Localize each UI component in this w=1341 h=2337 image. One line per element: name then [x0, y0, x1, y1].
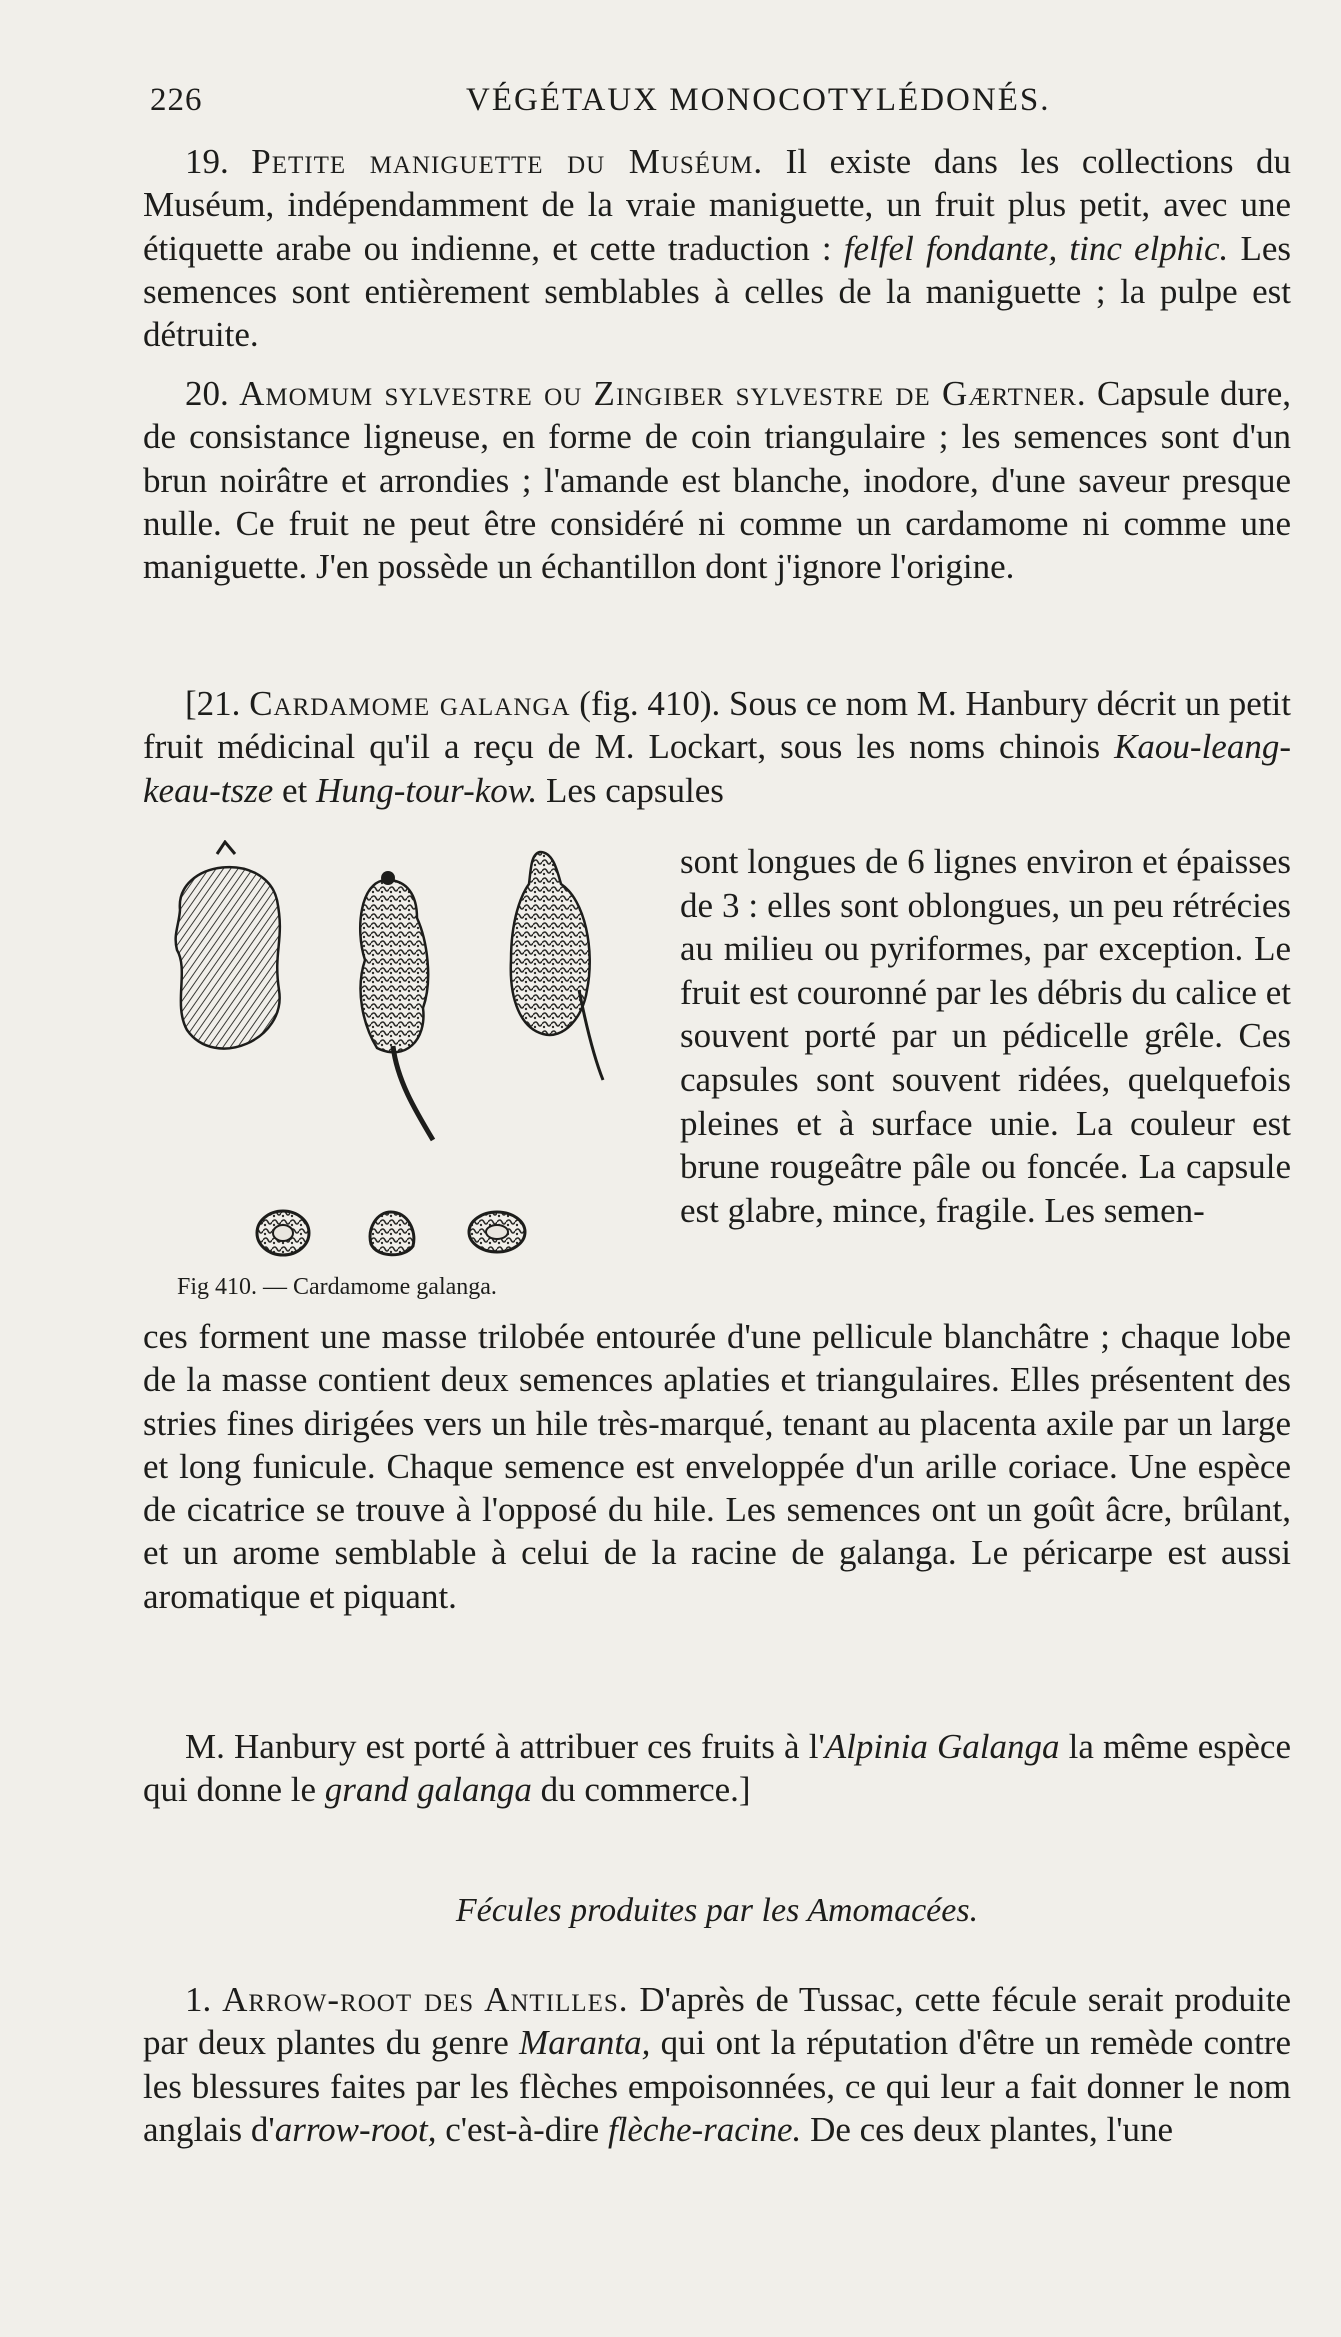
entry-21-continuation: [143, 1315, 1291, 1618]
entry-1: [143, 1978, 1291, 2151]
entry-title: Amomum sylvestre ou Zingiber sylvestre de Gærtner.: [239, 374, 1087, 413]
entry-19: [143, 140, 1291, 356]
page-number: 226: [150, 82, 203, 118]
entry-number: 20.: [185, 374, 229, 413]
entry-text: qui ont la réputation d'être un remède contre les blessures faites par les flèches empoisonnées, ce qui leur a fait donner le nom anglais d': [143, 2023, 1291, 2149]
seed-section-3: [469, 1212, 525, 1252]
seed-section-1: [257, 1211, 309, 1255]
running-title: VÉGÉTAUX MONOCOTYLÉDONÉS.: [466, 82, 1051, 118]
entry-italic: grand galanga: [324, 1770, 532, 1810]
entry-italic: flèche-racine.: [607, 2109, 802, 2149]
entry-number: 1.: [185, 1980, 212, 2019]
capsule-pyriform: [511, 852, 603, 1080]
entry-text: Capsule dure, de consistance ligneuse, en forme de coin triangulaire ; les semences sont d'un brun noirâtre et arrondies ; l'amande est blanche, inodore, d'une saveur presque nulle. Ce fruit ne peut être considéré ni comme un cardamome ni comme une maniguette. J'en possède un échantillon dont j'ignore l'origine.: [143, 374, 1291, 587]
entry-21-wrap-text: [680, 840, 1291, 1232]
entry-text: et: [273, 770, 316, 810]
entry-italic: Maranta,: [519, 2023, 651, 2063]
entry-italic: arrow-root,: [274, 2109, 437, 2149]
entry-20: [143, 372, 1291, 588]
entry-text: Les capsules: [537, 770, 724, 810]
entry-text: D'après de Tussac, cette fécule serait produite par deux plantes du genre: [143, 1980, 1291, 2063]
entry-text: Les semences sont entièrement semblables à celles de la maniguette ; la pulpe est détruite.: [143, 228, 1292, 355]
entry-italic: Hung-tour-kow.: [316, 770, 538, 810]
entry-text: Sous ce nom M. Hanbury décrit un petit fruit médicinal qu'il a reçu de M. Lockart, sous les noms chinois: [143, 684, 1292, 767]
figure-reference: (fig. 410).: [570, 684, 721, 723]
entry-21-intro: [143, 682, 1291, 812]
figure-caption: Fig 410. — Cardamome galanga.: [177, 1274, 497, 1300]
entry-21-hanbury: [143, 1725, 1291, 1812]
entry-title: Cardamome galanga: [249, 684, 571, 723]
section-heading: Fécules produites par les Amomacées.: [455, 1892, 979, 1929]
entry-italic: felfel fondante, tinc elphic.: [843, 228, 1229, 268]
entry-text: ces forment une masse trilobée entourée d'une pellicule blanchâtre ; chaque lobe de la masse contient deux semences aplaties et triangulaires. Elles présentent des stries fines dirigées vers un hile très-marqué, tenant au placenta axile par un large et long funicule. Chaque semence est enveloppée d'un arille coriace. Une espèce de cicatrice se trouve à l'opposé du hile. Les semences ont un goût âcre, brûlant, et un arome semblable à celui de la racine de galanga. Le péricarpe est aussi aromatique et piquant.: [143, 1317, 1291, 1616]
entry-italic: Kaou-leang-keau-tsze: [143, 727, 1291, 810]
entry-text: De ces deux plantes, l'une: [801, 2109, 1174, 2149]
entry-title: Arrow-root des Antilles.: [222, 1980, 629, 2019]
entry-text: M. Hanbury est porté à attribuer ces fruits à l': [185, 1727, 825, 1766]
entry-text: sont longues de 6 lignes environ et épaisses de 3 : elles sont oblongues, un peu rétrécies au milieu ou pyriformes, par exception. Le fruit est couronné par les débris du calice et souvent porté par un pédicelle grêle. Ces capsules sont souvent ridées, quelquefois pleines et à surface unie. La couleur est brune rougeâtre pâle ou foncée. La capsule est glabre, mince, fragile. Les semen-: [680, 842, 1291, 1230]
capsule-wrinkled: [360, 871, 433, 1140]
entry-text: du commerce.]: [531, 1770, 751, 1810]
entry-number: [21.: [185, 684, 241, 723]
cardamom-illustration: [155, 840, 665, 1260]
entry-text: c'est-à-dire: [436, 2109, 608, 2149]
entry-title: Petite maniguette du Muséum.: [251, 142, 764, 181]
entry-number: 19.: [185, 142, 229, 181]
entry-italic: Alpinia Galanga: [824, 1727, 1060, 1766]
seed-section-2: [370, 1212, 414, 1255]
capsule-smooth: [176, 842, 280, 1049]
entry-text: Il existe dans les collections du Muséum, indépendamment de la vraie maniguette, un fruit plus petit, avec une étiquette arabe ou indienne, et cette traduction :: [143, 142, 1291, 268]
figure-410: [155, 840, 665, 1320]
page-header: [150, 82, 1270, 132]
entry-text: la même espèce qui donne le: [143, 1727, 1291, 1810]
